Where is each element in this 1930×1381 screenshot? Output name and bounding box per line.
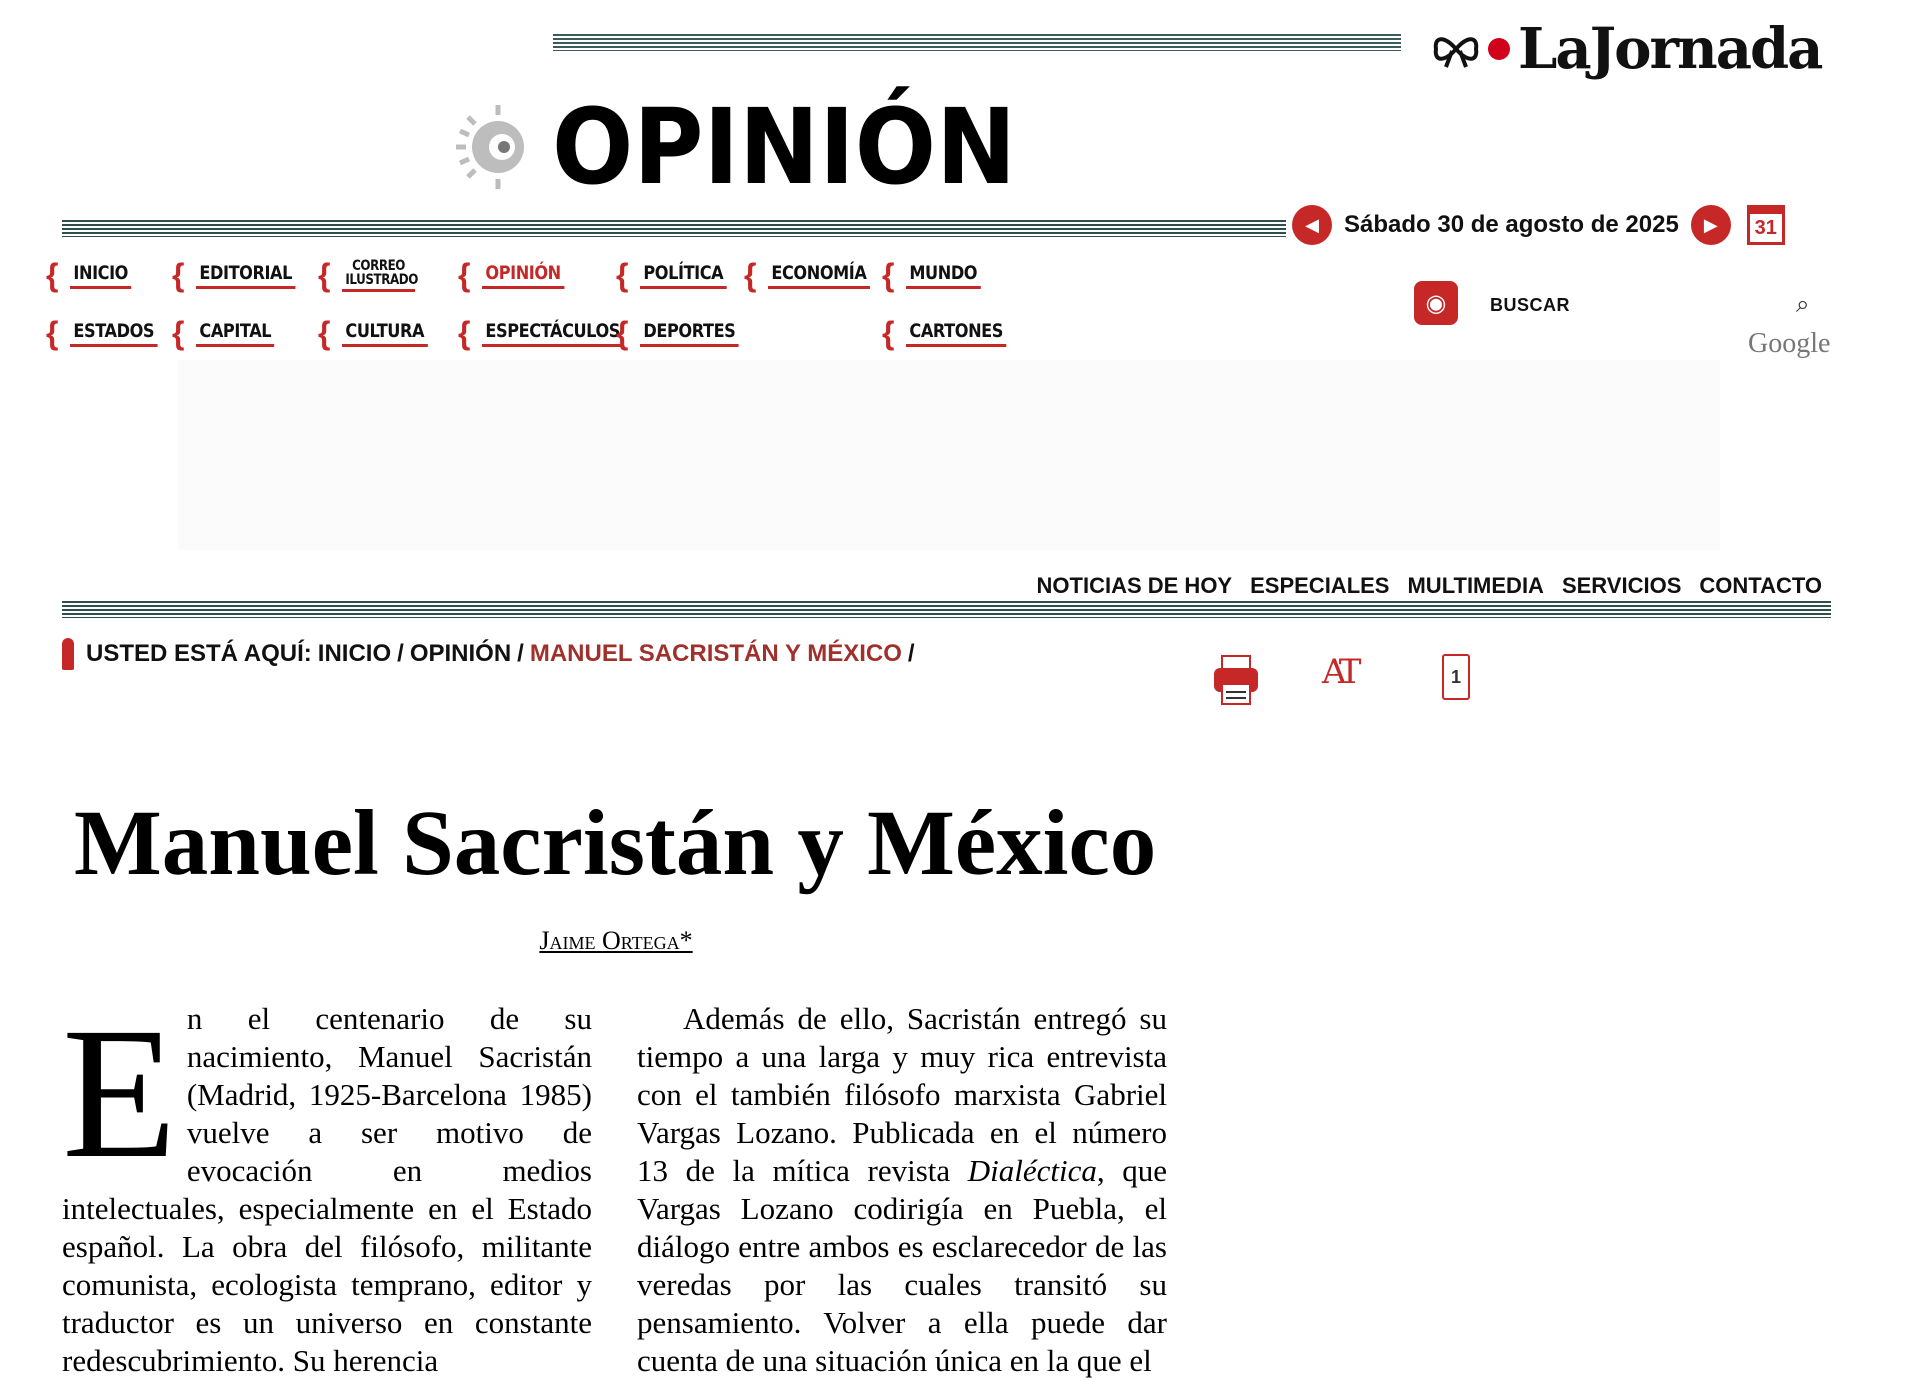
calendar-icon: 31 bbox=[1754, 216, 1777, 239]
nav-label: ESPECTÁCULOS bbox=[482, 320, 623, 347]
nav-label: CULTURA bbox=[342, 320, 427, 347]
nav-label: MUNDO bbox=[906, 262, 981, 289]
column-2-paragraph bbox=[637, 1000, 1167, 1380]
column-2-text-cont: , que Vargas Lozano codirigía en Puebla, el diálogo entre ambos es esclarecedor de las veredas por las cuales transitó su pensamiento. Volver a ella puede dar cuenta de una situación única en la que el bbox=[637, 1153, 1168, 1378]
gear-icon: { bbox=[616, 257, 629, 293]
calendar-button[interactable] bbox=[1747, 205, 1785, 245]
nav-label: ESTADOS bbox=[70, 320, 158, 347]
nav-editorial[interactable] bbox=[172, 255, 313, 295]
nav-cultura[interactable] bbox=[318, 313, 443, 353]
nav-label: ECONOMÍA bbox=[768, 262, 870, 289]
column-2-text: Además de ello, Sacristán entregó su tiempo a una larga y muy rica entrevista con el también filósofo marxista Gabriel Vargas Lozano. Publicada en el número 13 de la mítica revista bbox=[637, 1001, 1167, 1188]
gear-icon: { bbox=[46, 315, 59, 351]
arrow-right-icon: ▶ bbox=[1703, 214, 1718, 235]
nav-correo-ilustrado[interactable] bbox=[318, 255, 428, 295]
content-top-rule bbox=[62, 601, 1831, 618]
article-column-2 bbox=[637, 1000, 1167, 1380]
link-servicios[interactable]: SERVICIOS bbox=[1561, 573, 1682, 598]
gear-icon: { bbox=[46, 257, 59, 293]
font-size-icon: AT bbox=[1322, 652, 1356, 692]
breadcrumb-current[interactable]: MANUEL SACRISTÁN Y MÉXICO bbox=[529, 640, 902, 667]
logo-text: LaJornada bbox=[1518, 16, 1822, 82]
next-day-button[interactable] bbox=[1691, 205, 1731, 245]
breadcrumb-opinion[interactable]: OPINIÓN bbox=[409, 640, 512, 667]
article-author[interactable]: Jaime Ortega* bbox=[539, 926, 693, 955]
search-icon[interactable]: ⌕ bbox=[1796, 291, 1810, 318]
nav-label: CAPITAL bbox=[196, 320, 275, 347]
rss-button[interactable] bbox=[1414, 281, 1458, 325]
date-bar bbox=[1292, 205, 1785, 245]
drop-cap: E bbox=[62, 988, 177, 1197]
gear-icon: { bbox=[172, 257, 185, 293]
breadcrumb-inicio[interactable]: INICIO bbox=[317, 640, 392, 667]
printer-icon bbox=[1212, 654, 1260, 706]
link-contacto[interactable]: CONTACTO bbox=[1699, 573, 1822, 598]
nav-label: CORREO ILUSTRADO bbox=[342, 259, 415, 292]
column-1-text: n el centenario de su nacimiento, Manuel Sacristán (Madrid, 1925-Barcelona 1985) vuelve a ser motivo de evocación en medios intelectuales, especialmente en el Estado español. La obra del filósofo, militante comunista, ecologista temprano, editor y traductor es un universo en constante redescubrimiento. Su herencia bbox=[62, 1001, 592, 1378]
nav-label: CARTONES bbox=[906, 320, 1006, 347]
sun-emblem-icon bbox=[446, 101, 538, 193]
secondary-nav bbox=[1037, 573, 1822, 599]
nav-mundo[interactable] bbox=[882, 255, 994, 295]
gear-icon: { bbox=[882, 257, 895, 293]
gear-icon: { bbox=[318, 315, 331, 351]
gear-icon: { bbox=[458, 315, 471, 351]
rss-icon: ◉ bbox=[1425, 289, 1447, 317]
gear-icon: { bbox=[744, 257, 757, 293]
nav-capital[interactable] bbox=[172, 313, 288, 353]
nav-politica[interactable] bbox=[616, 255, 742, 295]
nav-label: OPINIÓN bbox=[482, 262, 564, 289]
breadcrumb-separator: / bbox=[517, 640, 524, 667]
nav-economia[interactable] bbox=[744, 255, 888, 295]
article-title: Manuel Sacristán y México bbox=[74, 792, 1157, 895]
nav-cartones[interactable] bbox=[882, 313, 1024, 353]
nav-opinion[interactable] bbox=[458, 255, 579, 295]
prev-day-button[interactable] bbox=[1292, 205, 1332, 245]
magazine-title: Dialéctica bbox=[967, 1153, 1097, 1188]
search-label: BUSCAR bbox=[1490, 295, 1571, 315]
bow-icon bbox=[1432, 29, 1480, 69]
ad-banner-area bbox=[178, 360, 1720, 550]
nav-top-rule bbox=[62, 220, 1286, 237]
section-header bbox=[446, 86, 1057, 208]
arrow-left-icon: ◀ bbox=[1305, 214, 1319, 235]
nav-estados[interactable] bbox=[46, 313, 173, 353]
nav-label: EDITORIAL bbox=[196, 262, 295, 289]
gear-icon: { bbox=[882, 315, 895, 351]
breadcrumb bbox=[62, 638, 915, 670]
nav-inicio[interactable] bbox=[46, 255, 142, 295]
page-icon: 1 bbox=[1450, 666, 1461, 687]
logo-red-dot bbox=[1488, 38, 1510, 60]
google-search-logo: Google bbox=[1748, 328, 1831, 359]
section-title: OPINIÓN bbox=[552, 86, 1017, 208]
header-top-rule bbox=[553, 34, 1401, 51]
print-button[interactable] bbox=[1212, 654, 1260, 706]
link-especiales[interactable]: ESPECIALES bbox=[1250, 573, 1390, 598]
current-date: Sábado 30 de agosto de 2025 bbox=[1344, 211, 1679, 238]
font-size-button[interactable] bbox=[1322, 652, 1355, 692]
breadcrumb-prefix: USTED ESTÁ AQUÍ: bbox=[86, 640, 312, 667]
nav-deportes[interactable] bbox=[616, 313, 756, 353]
nav-label: INICIO bbox=[70, 262, 131, 289]
gear-icon: { bbox=[318, 257, 331, 293]
breadcrumb-separator: / bbox=[907, 640, 915, 667]
link-noticias-de-hoy[interactable]: NOTICIAS DE HOY bbox=[1036, 573, 1233, 598]
gear-icon: { bbox=[172, 315, 185, 351]
page-view-button[interactable] bbox=[1442, 654, 1470, 700]
site-logo[interactable] bbox=[1432, 14, 1821, 84]
person-icon bbox=[62, 638, 74, 670]
nav-label: DEPORTES bbox=[640, 320, 739, 347]
link-multimedia[interactable]: MULTIMEDIA bbox=[1407, 573, 1544, 598]
gear-icon: { bbox=[616, 315, 629, 351]
search-input[interactable] bbox=[1590, 289, 1794, 321]
gear-icon: { bbox=[458, 257, 471, 293]
nav-label: POLÍTICA bbox=[640, 262, 727, 289]
breadcrumb-separator: / bbox=[397, 640, 404, 667]
article-column-1 bbox=[62, 988, 592, 1380]
